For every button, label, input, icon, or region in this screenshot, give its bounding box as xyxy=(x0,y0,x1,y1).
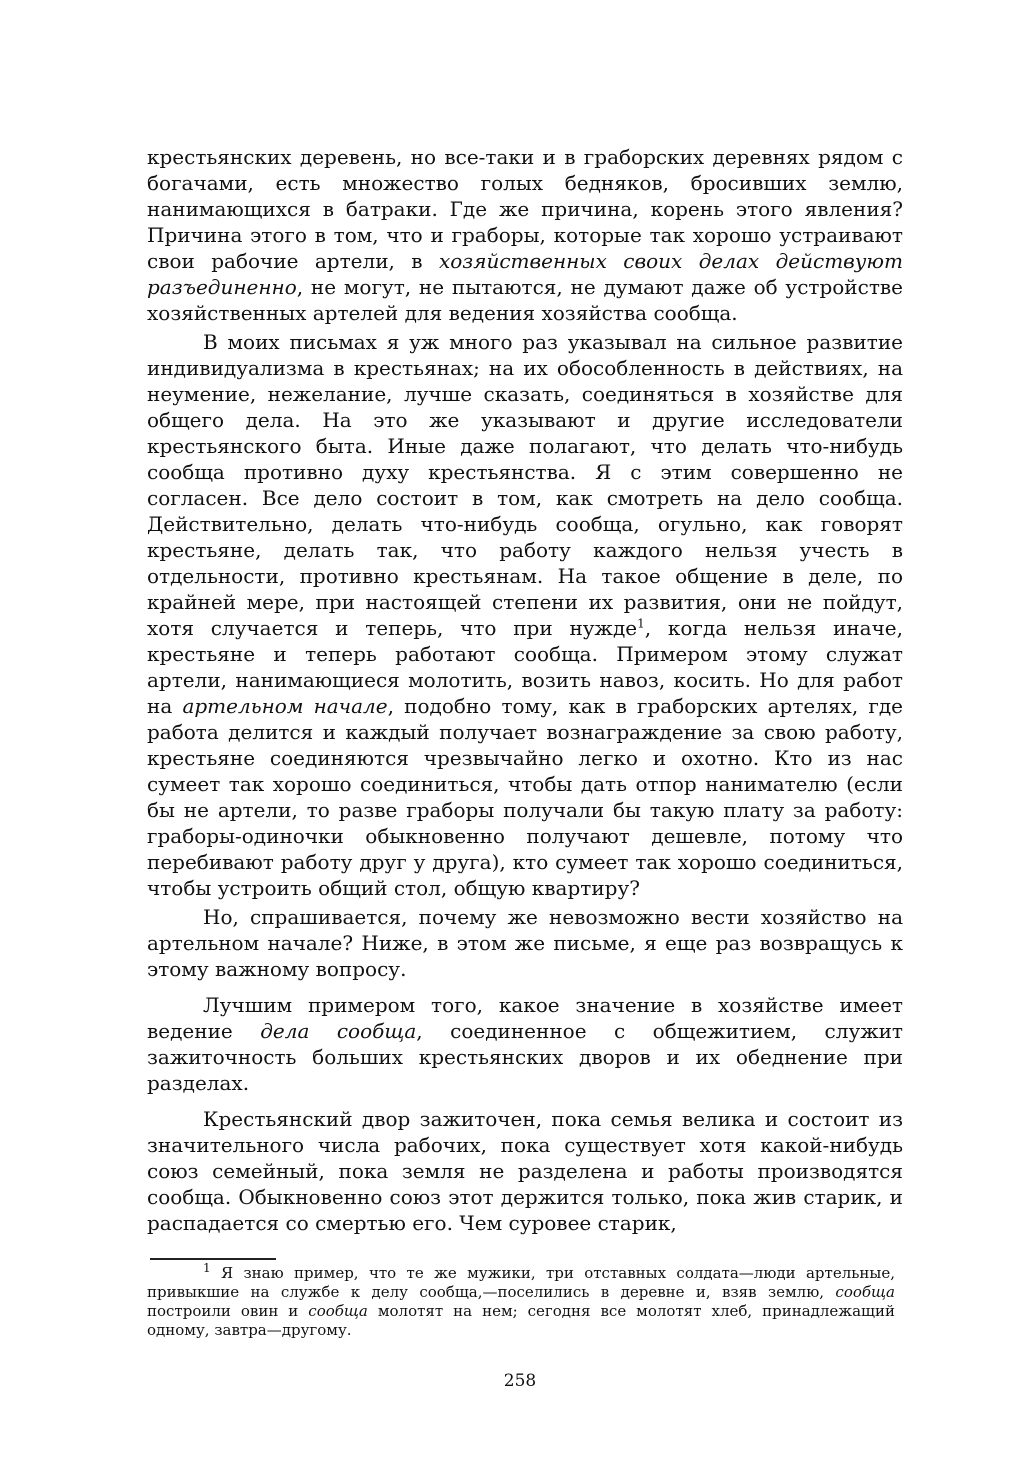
paragraph-5: Крестьянский двор зажиточен, пока семья велика и состоит из значительного числа рабочих, пока существует хотя какой-нибудь союз семейный, пока земля не разделена и работы производятся сообща. Обыкновенно союз этот держится только, пока жив старик, и распадается со смертью его. Чем суровее старик, xyxy=(147,1107,903,1235)
paragraph-2-italic: артельном начале xyxy=(182,694,388,718)
footnote-text-c: молотят на нем; сегодня все молотят хлеб, принадлежащий одному, завтра—другому. xyxy=(147,1302,895,1339)
page-number: 258 xyxy=(503,1371,537,1391)
page-body xyxy=(147,144,903,1236)
paragraph-2-text-b: , когда нельзя иначе, крестьяне и теперь работают сообща. Примером этому служат артели, нанимающиеся молотить, возить навоз, косить. Но для работ на xyxy=(147,616,903,718)
footnote-italic-2: сообща xyxy=(308,1302,368,1320)
footnote-reference: 1 xyxy=(637,616,645,631)
footnote-divider xyxy=(150,1258,276,1260)
paragraph-1 xyxy=(147,144,903,326)
footnote-text-a: Я знаю пример, что те же мужики, три отставных солдата—люди артельные, привыкшие на службе к делу сообща,—поселились в деревне и, взяв землю, xyxy=(147,1264,895,1301)
footnote-italic-1: сообща xyxy=(835,1283,895,1301)
paragraph-1-text-b: , не могут, не пытаются, не думают даже об устройстве хозяйственных артелей для ведения хозяйства сообща. xyxy=(147,275,903,325)
paragraph-2-text-c: , подобно тому, как в граборских артелях, где работа делится и каждый получает вознаграждение за свою работу, крестьяне соединяются чрезвычайно легко и охотно. Кто из нас сумеет так хорошо соединиться, чтобы дать отпор нанимателю (если бы не артели, то разве граборы получали бы такую плату за работу: граборы-одиночки обыкновенно получают дешевле, потому что перебивают работу друг у друга), кто сумеет так хорошо соединиться, чтобы устроить общий стол, общую квартиру? xyxy=(147,694,903,900)
paragraph-4-italic: дела сообща xyxy=(260,1019,417,1043)
paragraph-4-text-b: , соединенное с общежитием, служит зажиточность больших крестьянских дворов и их обеднение при разделах. xyxy=(147,1019,903,1095)
paragraph-4 xyxy=(147,992,903,1096)
paragraph-4-text-a: Лучшим примером того, какое значение в хозяйстве имеет ведение xyxy=(147,993,903,1043)
paragraph-1-text-a: крестьянских деревень, но все-таки и в граборских деревнях рядом с богачами, есть множество голых бедняков, бросивших землю, нанимающихся в батраки. Где же причина, корень этого явления? Причина этого в том, что и граборы, которые так хорошо устраивают свои рабочие артели, в xyxy=(147,145,903,273)
paragraph-1-italic: хозяйственных своих делах действуют разъединенно xyxy=(147,249,903,299)
paragraph-2-text-a: В моих письмах я уж много раз указывал на сильное развитие индивидуализма в крестьянах; на их обособленность в действиях, на неумение, нежелание, лучше сказать, соединяться в хозяйстве для общего дела. На это же указывают и другие исследователи крестьянского быта. Иные даже полагают, что делать что-нибудь сообща противно духу крестьянства. Я с этим совершенно не согласен. Все дело состоит в том, как смотреть на дело сообща. Действительно, делать что-нибудь сообща, огульно, как говорят крестьяне, делать так, что работу каждого нельзя учесть в отдельности, противно крестьянам. На такое общение в деле, по крайней мере, при настоящей степени их развития, они не пойдут, хотя случается и теперь, что при нужде xyxy=(147,330,903,640)
footnote-text-b: построили овин и xyxy=(147,1302,309,1320)
footnote-marker: 1 xyxy=(203,1261,211,1275)
footnote xyxy=(147,1261,895,1340)
paragraph-2 xyxy=(147,329,903,901)
paragraph-3: Но, спрашивается, почему же невозможно вести хозяйство на артельном начале? Ниже, в этом же письме, я еще раз возвращусь к этому важному вопросу. xyxy=(147,905,903,981)
